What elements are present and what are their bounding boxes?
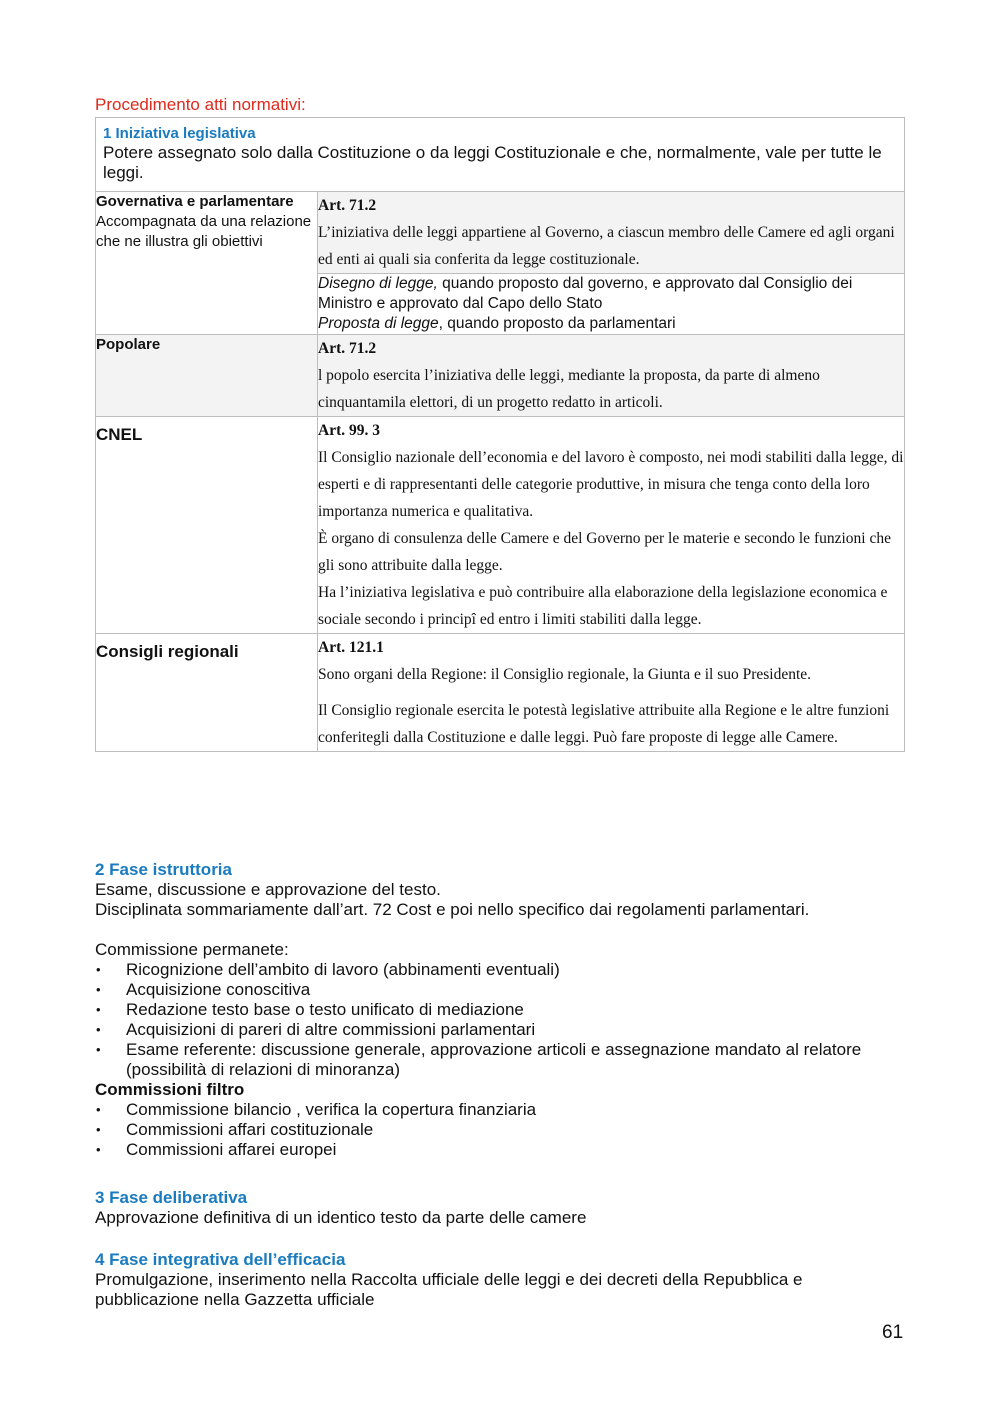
- initiative-text: Potere assegnato solo dalla Costituzione o da leggi Costituzionale e che, normalmente, vale per tutte le leggi.: [103, 143, 882, 182]
- article-cell: [318, 634, 905, 752]
- table-row: [96, 417, 905, 634]
- article-text: Il Consiglio nazionale dell’economia e del lavoro è composto, nei modi stabiliti dalla legge, di esperti e di rappresentanti delle categorie produttive, in misura che tenga conto della loro importanza numerica e qualitativa.: [318, 449, 904, 520]
- ddl-text: quando proposto dal governo, e approvato dal Consiglio dei Ministro e approvato dal Capo dello Stato: [318, 275, 853, 312]
- commission-list: [95, 960, 905, 1080]
- integrativa-text: Promulgazione, inserimento nella Raccolta ufficiale delle leggi e dei decreti della Repubblica e pubblicazione nella Gazzetta ufficiale: [95, 1270, 803, 1309]
- section-heading: Procedimento atti normativi:: [95, 95, 306, 114]
- istruttoria-title: 2 Fase istruttoria: [95, 860, 232, 879]
- article-text: Sono organi della Regione: il Consiglio regionale, la Giunta e il suo Presidente.: [318, 666, 812, 683]
- article-text: È organo di consulenza delle Camere e del Governo per le materie e secondo le funzioni che gli sono attribuite dalla legge.: [318, 530, 891, 574]
- filter-heading: Commissioni filtro: [95, 1080, 245, 1099]
- governativa-description: Accompagnata da una relazione che ne illustra gli obiettivi: [96, 213, 312, 250]
- article-text: Il Consiglio regionale esercita le potestà legislative attribuite alla Regione e le altre funzioni conferitegli dalla Costituzione e dalle leggi. Può fare proposte di legge alle Camere.: [318, 702, 890, 746]
- list-item: • Esame referente: discussione generale, approvazione articoli e assegnazione mandato al relatore (possibilità di relazioni di minoranza): [95, 1040, 905, 1080]
- table-row: [96, 634, 905, 752]
- regionali-label: Consigli regionali: [96, 634, 318, 752]
- popolare-label: Popolare: [96, 335, 318, 417]
- article-cell: [318, 417, 905, 634]
- pdl-text: , quando proposto da parlamentari: [438, 315, 676, 332]
- list-item: • Ricognizione dell’ambito di lavoro (abbinamenti eventuali): [95, 960, 905, 980]
- initiative-row: [96, 118, 905, 192]
- pdl-term: Proposta di legge: [318, 315, 439, 332]
- list-item: • Commissione bilancio , verifica la copertura finanziaria: [95, 1100, 905, 1120]
- article-text: L’iniziativa delle leggi appartiene al Governo, a ciascun membro delle Camere ed agli organi ed enti ai quali sia conferita da legge costituzionale.: [318, 224, 895, 268]
- list-item: • Commissioni affari costituzionale: [95, 1120, 905, 1140]
- deliberativa-section: [95, 1188, 905, 1228]
- article-title: Art. 99. 3: [318, 422, 380, 439]
- list-item: • Redazione testo base o testo unificato di mediazione: [95, 1000, 905, 1020]
- list-item: • Acquisizioni di pareri di altre commissioni parlamentari: [95, 1020, 905, 1040]
- article-cell: [318, 335, 905, 417]
- bill-types-cell: [318, 274, 905, 335]
- governativa-label: Governativa e parlamentare: [96, 193, 294, 210]
- page-number: 61: [882, 1322, 904, 1343]
- deliberativa-text: Approvazione definitiva di un identico testo da parte delle camere: [95, 1208, 587, 1227]
- istruttoria-line: Disciplinata sommariamente dall’art. 72 Cost e poi nello specifico dai regolamenti parlamentari.: [95, 900, 810, 919]
- initiative-title: 1 Iniziativa legislativa: [103, 125, 256, 142]
- procedure-table: [95, 117, 905, 752]
- commission-heading: Commissione permanete:: [95, 940, 289, 959]
- article-text: l popolo esercita l’iniziativa delle leggi, mediante la proposta, da parte di almeno cinquantamila elettori, di un progetto redatto in articoli.: [318, 367, 820, 411]
- article-title: Art. 121.1: [318, 639, 384, 656]
- integrativa-title: 4 Fase integrativa dell’efficacia: [95, 1250, 346, 1269]
- article-title: Art. 71.2: [318, 197, 377, 214]
- table-row: [96, 192, 905, 274]
- list-item: • Commissioni affarei europei: [95, 1140, 905, 1160]
- table-row: [96, 335, 905, 417]
- istruttoria-section: [95, 860, 905, 1160]
- integrativa-section: [95, 1250, 905, 1310]
- article-title: Art. 71.2: [318, 340, 377, 357]
- deliberativa-title: 3 Fase deliberativa: [95, 1188, 248, 1207]
- istruttoria-line: Esame, discussione e approvazione del testo.: [95, 880, 441, 899]
- governativa-label-cell: [96, 192, 318, 335]
- list-item: • Acquisizione conoscitiva: [95, 980, 905, 1000]
- initiative-cell: [96, 118, 905, 192]
- cnel-label: CNEL: [96, 417, 318, 634]
- article-text: Ha l’iniziativa legislativa e può contribuire alla elaborazione della legislazione economica e sociale secondo i principî ed entro i limiti stabiliti dalla legge.: [318, 584, 888, 628]
- filter-list: [95, 1100, 905, 1160]
- ddl-term: Disegno di legge,: [318, 275, 438, 292]
- article-cell: [318, 192, 905, 274]
